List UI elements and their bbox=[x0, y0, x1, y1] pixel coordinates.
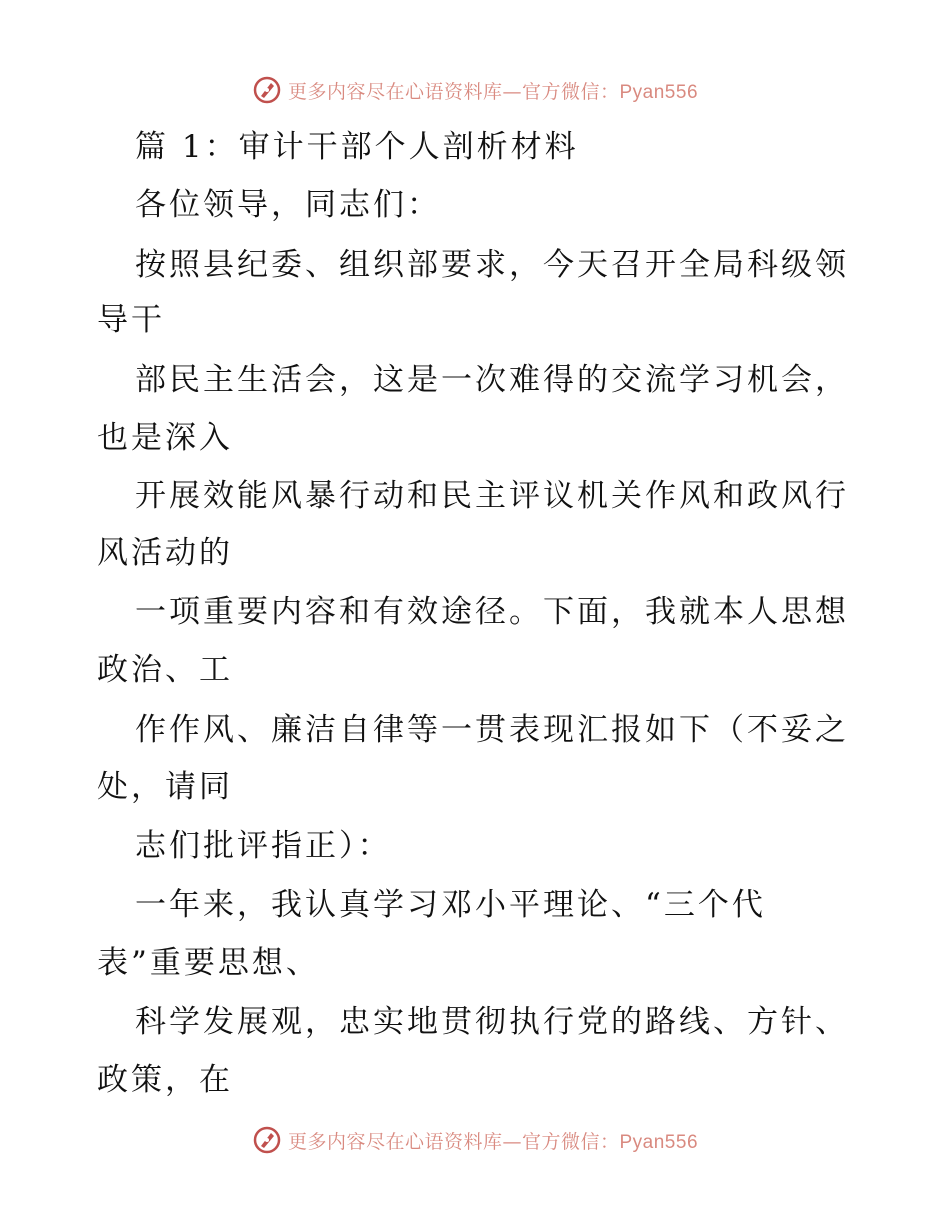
header-watermark-banner bbox=[0, 70, 950, 110]
paragraph-line: 政策，在 bbox=[97, 1062, 233, 1098]
paragraph-line: 部民主生活会，这是一次难得的交流学习机会， bbox=[135, 362, 849, 398]
paragraph-line: 政治、工 bbox=[97, 652, 233, 688]
pen-nib-logo-icon bbox=[252, 75, 282, 105]
salutation: 各位领导，同志们： bbox=[135, 187, 441, 223]
document-title: 篇 1：审计干部个人剖析材料 bbox=[135, 129, 579, 165]
watermark-handle: Pyan556 bbox=[619, 81, 699, 103]
pen-nib-logo-icon bbox=[252, 1125, 282, 1155]
footer-watermark-banner bbox=[0, 1120, 950, 1160]
paragraph-line: 一年来，我认真学习邓小平理论、“三个代 bbox=[135, 887, 766, 923]
watermark-text: 更多内容尽在心语资料库—官方微信：Pyan556 bbox=[287, 80, 699, 103]
watermark-handle: Pyan556 bbox=[619, 1131, 699, 1153]
paragraph-line: 风活动的 bbox=[97, 535, 233, 571]
paragraph-line: 志们批评指正）： bbox=[135, 828, 392, 864]
paragraph-line: 处，请同 bbox=[97, 769, 233, 805]
paragraph-line: 按照县纪委、组织部要求，今天召开全局科级领 bbox=[135, 247, 849, 283]
paragraph-line: 也是深入 bbox=[97, 420, 233, 456]
paragraph-line: 表”重要思想、 bbox=[97, 945, 320, 981]
paragraph-line: 作作风、廉洁自律等一贯表现汇报如下（不妥之 bbox=[135, 712, 849, 748]
paragraph-line: 导干 bbox=[97, 302, 165, 338]
paragraph-line: 一项重要内容和有效途径。下面，我就本人思想 bbox=[135, 594, 849, 630]
watermark-text: 更多内容尽在心语资料库—官方微信：Pyan556 bbox=[287, 1130, 699, 1153]
paragraph-line: 开展效能风暴行动和民主评议机关作风和政风行 bbox=[135, 478, 849, 514]
paragraph-line: 科学发展观，忠实地贯彻执行党的路线、方针、 bbox=[135, 1004, 849, 1040]
